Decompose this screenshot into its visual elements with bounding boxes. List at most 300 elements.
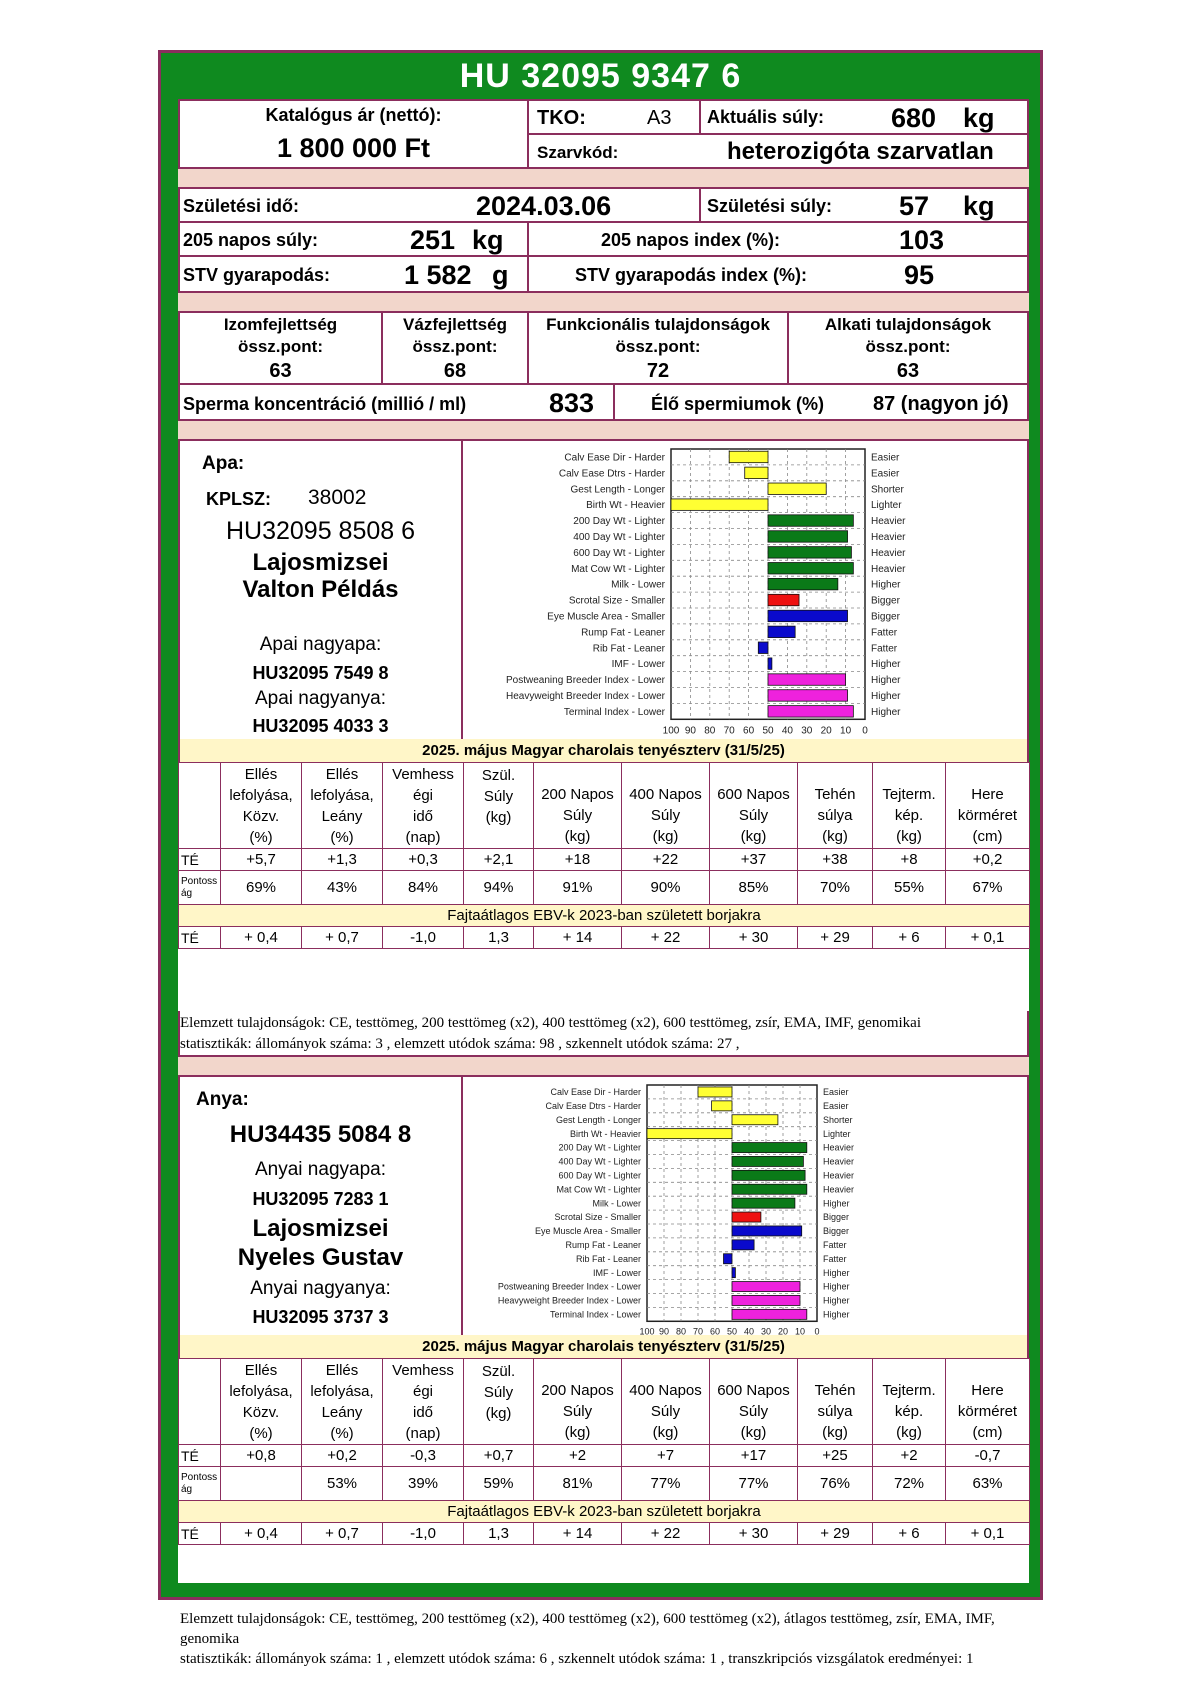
column-header <box>622 1359 710 1445</box>
stv-label: STV gyarapodás: <box>183 265 331 285</box>
column-header-line: (%) <box>249 1424 273 1442</box>
percentile-bar <box>671 499 768 510</box>
percentile-bar <box>768 706 853 717</box>
accuracy-value: 59% <box>464 1467 534 1501</box>
percentile-bar <box>768 658 772 669</box>
column-header-line: 200 Napos <box>541 1381 614 1399</box>
column-header-line: Súly <box>738 1402 769 1420</box>
direction-label: Fatter <box>823 1240 847 1250</box>
sire-title: Apa: <box>202 453 245 474</box>
column-header <box>383 763 464 849</box>
w205-box <box>178 221 529 257</box>
tick-label: 60 <box>743 725 755 737</box>
accuracy-value: 94% <box>464 871 534 905</box>
sire-name-line2: Valton Példás <box>242 576 399 603</box>
tick-label: 50 <box>762 725 774 737</box>
column-header <box>873 763 946 849</box>
te-value: +18 <box>534 849 622 871</box>
column-header-line <box>873 1361 945 1380</box>
column-header-line: lefolyása, <box>310 1382 374 1400</box>
column-header-line: Leány <box>321 1403 363 1421</box>
accuracy-label <box>179 1467 221 1501</box>
percentile-bar <box>732 1115 778 1125</box>
column-header-line: körméret <box>957 1402 1018 1420</box>
percentile-bar <box>729 451 768 462</box>
column-header-line: (kg) <box>485 1404 512 1422</box>
accuracy-value: 77% <box>622 1467 710 1501</box>
trait-label: Rump Fat - Leaner <box>565 1240 641 1250</box>
percentile-bar <box>768 531 848 542</box>
header-corner <box>179 1359 221 1445</box>
accuracy-value: 43% <box>302 871 383 905</box>
dam-analyzed-traits-cont: genomika <box>180 1631 240 1647</box>
tick-label: 10 <box>840 725 852 737</box>
dam-plan-title-text: 2025. május Magyar charolais tenyészterv (31/5/25) <box>422 1338 785 1355</box>
column-header <box>873 1359 946 1445</box>
accuracy-value: 55% <box>873 871 946 905</box>
sire-kplsz-label: KPLSZ: <box>206 489 271 509</box>
birth-date-value: 2024.03.06 <box>476 191 612 221</box>
breed-avg-title: Fajtaátlagos EBV-k 2023-ban született borjakra <box>179 1501 1030 1523</box>
percentile-bar <box>732 1240 754 1250</box>
te-value: +1,3 <box>302 849 383 871</box>
w205-value: 251 <box>410 225 456 255</box>
sire-breed-avg-title-row <box>179 905 1030 927</box>
dam-breed-avg-title-row <box>179 1501 1030 1523</box>
trait-label: Gest Length - Longer <box>570 484 665 496</box>
percentile-bar <box>698 1087 732 1097</box>
trait-label: 400 Day Wt - Lighter <box>573 531 665 543</box>
column-header-line: égi <box>412 1382 434 1400</box>
column-header-line: súlya <box>817 1402 853 1420</box>
breed-avg-value: + 22 <box>622 927 710 949</box>
column-header-line: (kg) <box>740 1423 767 1441</box>
accuracy-label-line: Pontoss <box>181 875 218 887</box>
trait-label: Rib Fat - Leaner <box>592 643 665 655</box>
breed-avg-title: Fajtaátlagos EBV-k 2023-ban született borjakra <box>179 905 1030 927</box>
w205-index-box <box>527 221 1029 257</box>
percentile-bar <box>768 547 851 558</box>
column-header-line <box>946 765 1029 784</box>
column-header <box>798 1359 873 1445</box>
current-weight-box <box>699 99 1029 135</box>
column-header <box>302 1359 383 1445</box>
dam-plan-title <box>178 1335 1029 1359</box>
score-label: Izomfejlettség <box>223 315 338 334</box>
column-header-line: (cm) <box>972 1423 1003 1441</box>
direction-label: Easier <box>823 1087 849 1098</box>
column-header-line <box>464 828 533 847</box>
accuracy-label-line: ág <box>181 887 193 899</box>
column-header-line: Here <box>971 1381 1004 1399</box>
direction-label: Fatter <box>871 643 898 655</box>
percentile-bar <box>732 1282 800 1292</box>
percentile-bar <box>732 1198 795 1208</box>
percentile-bar <box>732 1184 807 1194</box>
column-header-line <box>534 1361 621 1380</box>
column-header-line: súlya <box>817 806 853 824</box>
breed-avg-value: + 29 <box>798 1523 873 1545</box>
trait-label: IMF - Lower <box>611 659 665 671</box>
accuracy-value: 76% <box>798 1467 873 1501</box>
percentile-bar <box>758 642 768 653</box>
sperm-concentration-label: Sperma koncentráció (millió / ml) <box>183 394 467 414</box>
score-value: 63 <box>269 360 292 382</box>
w205-index-label: 205 napos index (%): <box>601 230 781 250</box>
column-header-line: 400 Napos <box>629 1381 702 1399</box>
dam-statistics: statisztikák: állományok száma: 1 , elemzett utódok száma: 6 , szkennelt utódok száma: 1 , transzkripciós vizsgálatok eredményei: 1 <box>180 1651 974 1667</box>
column-header-line: (kg) <box>822 827 848 845</box>
column-header-line <box>464 1424 533 1443</box>
column-header-line: kép. <box>894 806 924 824</box>
percentile-bar <box>768 690 848 701</box>
sperm-live-box <box>613 383 1029 421</box>
direction-label: Heavier <box>871 531 906 543</box>
separator <box>178 1055 1029 1077</box>
tick-label: 30 <box>760 1326 772 1335</box>
direction-label: Easier <box>871 468 900 480</box>
column-header <box>710 1359 798 1445</box>
te-value: +5,7 <box>221 849 302 871</box>
column-header-line: Súly <box>562 1402 593 1420</box>
accuracy-value: 67% <box>946 871 1030 905</box>
tick-label: 70 <box>692 1326 704 1335</box>
column-header-line: (cm) <box>972 827 1003 845</box>
stv-index-label: STV gyarapodás index (%): <box>575 265 808 285</box>
score-label: Alkati tulajdonságok <box>824 315 992 334</box>
header-corner <box>179 763 221 849</box>
column-header-line: Ellés <box>325 765 359 783</box>
direction-label: Higher <box>823 1281 850 1292</box>
dam-analysis-text <box>180 1609 1029 1669</box>
tick-label: 70 <box>723 725 735 737</box>
column-header-line: (nap) <box>405 828 441 846</box>
column-header-line: Súly <box>483 1383 514 1401</box>
trait-label: Mat Cow Wt - Lighter <box>556 1184 641 1195</box>
direction-label: Easier <box>823 1101 849 1111</box>
sire-granddam-label: Apai nagyanya: <box>255 688 386 709</box>
stv-index-box <box>527 255 1029 293</box>
dam-ebv-table <box>178 1358 1030 1545</box>
column-header-line: Közv. <box>242 1403 280 1421</box>
w205-label: 205 napos súly: <box>183 230 319 250</box>
sire-kplsz-value: 38002 <box>308 486 367 509</box>
column-header-line: (kg) <box>564 827 591 845</box>
breed-avg-value: + 0,7 <box>302 927 383 949</box>
trait-label: Milk - Lower <box>611 579 665 591</box>
direction-label: Easier <box>871 452 900 464</box>
percentile-bar <box>732 1143 807 1153</box>
percentile-bar <box>732 1212 761 1222</box>
tick-label: 50 <box>726 1326 738 1335</box>
direction-label: Higher <box>871 659 901 671</box>
sire-te-row <box>179 849 1030 871</box>
trait-label: Postweaning Breeder Index - Lower <box>497 1281 641 1292</box>
trait-label: 200 Day Wt - Lighter <box>573 516 665 528</box>
column-header-line: Vemhess <box>392 765 454 783</box>
percentile-bar <box>732 1268 735 1278</box>
sire-id: HU32095 8508 6 <box>225 517 416 545</box>
dam-percentile-chart <box>463 1077 1027 1335</box>
direction-label: Higher <box>823 1295 850 1306</box>
dam-header-row <box>179 1359 1030 1445</box>
birth-weight-box <box>699 187 1029 223</box>
column-header-line: 600 Napos <box>717 785 790 803</box>
column-header-line: Tehén <box>814 1381 856 1399</box>
trait-label: Heavyweight Breeder Index - Lower <box>497 1295 641 1306</box>
column-header-line: (%) <box>249 828 273 846</box>
te-value: +2,1 <box>464 849 534 871</box>
current-weight-value: 680 <box>891 103 937 133</box>
direction-label: Heavier <box>823 1142 855 1153</box>
direction-label: Higher <box>871 579 901 591</box>
score-conformation <box>787 311 1029 385</box>
direction-label: Higher <box>871 706 901 718</box>
sire-granddam-id: HU32095 4033 3 <box>252 716 389 736</box>
stv-box <box>178 255 529 293</box>
catalog-price-box <box>178 99 529 169</box>
birth-date-label: Születési idő: <box>183 196 300 216</box>
sperm-live-value: 87 (nagyon jó) <box>873 393 1009 415</box>
breed-avg-value: + 22 <box>622 1523 710 1545</box>
trait-label: 600 Day Wt - Lighter <box>558 1170 641 1181</box>
percentile-bar <box>768 594 799 605</box>
dam-chart-box <box>461 1075 1029 1337</box>
column-header-line: Súly <box>483 787 514 805</box>
column-header-line: 400 Napos <box>629 785 702 803</box>
score-skeleton <box>381 311 529 385</box>
content-area <box>178 99 1029 1667</box>
trait-label: 200 Day Wt - Lighter <box>558 1142 641 1153</box>
direction-label: Higher <box>823 1309 850 1320</box>
column-header <box>710 763 798 849</box>
te-label: TÉ <box>179 849 221 871</box>
breed-avg-value: 1,3 <box>464 927 534 949</box>
tick-label: 0 <box>814 1326 820 1335</box>
percentile-bar <box>732 1170 805 1180</box>
column-header-line: Ellés <box>244 765 278 783</box>
tick-label: 40 <box>743 1326 755 1335</box>
te-value: -0,3 <box>383 1445 464 1467</box>
trait-label: Calv Ease Dtrs - Harder <box>545 1101 641 1111</box>
breed-avg-value: + 0,1 <box>946 927 1030 949</box>
sire-percentile-chart <box>463 441 1027 739</box>
te-value: +37 <box>710 849 798 871</box>
score-functional <box>527 311 789 385</box>
percentile-bar <box>732 1309 807 1319</box>
dam-pedigree-box <box>178 1075 463 1337</box>
breed-avg-value: + 0,1 <box>946 1523 1030 1545</box>
separator <box>178 419 1029 441</box>
te-value: +0,7 <box>464 1445 534 1467</box>
sperm-concentration-value: 833 <box>549 388 595 418</box>
accuracy-label <box>179 871 221 905</box>
column-header-line: körméret <box>957 806 1018 824</box>
column-header <box>622 763 710 849</box>
trait-label: Heavyweight Breeder Index - Lower <box>506 690 665 702</box>
direction-label: Heavier <box>871 563 906 575</box>
score-value: 63 <box>896 360 920 382</box>
percentile-bar <box>732 1156 803 1166</box>
dam-grandsire-id: HU32095 7283 1 <box>252 1189 389 1209</box>
column-header-line: (kg) <box>822 1423 848 1441</box>
trait-label: Milk - Lower <box>592 1198 641 1209</box>
score-label: Funkcionális tulajdonságok <box>546 315 770 334</box>
column-header-line: Vemhess <box>392 1361 454 1379</box>
direction-label: Heavier <box>871 547 906 559</box>
w205-unit: kg <box>472 225 504 255</box>
te-value: +22 <box>622 849 710 871</box>
breed-avg-value: -1,0 <box>383 1523 464 1545</box>
direction-label: Bigger <box>871 595 900 607</box>
sire-grandsire-id: HU32095 7549 8 <box>252 663 389 683</box>
sire-name-line1: Lajosmizsei <box>252 549 389 576</box>
column-header-line <box>798 765 872 784</box>
trait-label: Scrotal Size - Smaller <box>554 1212 641 1223</box>
tko-value: A3 <box>647 107 672 129</box>
percentile-bar <box>724 1254 733 1264</box>
column-header-line: lefolyása, <box>229 786 293 804</box>
column-header <box>221 1359 302 1445</box>
trait-label: Gest Length - Longer <box>555 1114 641 1125</box>
column-header-line <box>873 765 945 784</box>
breed-avg-value: 1,3 <box>464 1523 534 1545</box>
column-header-line: idő <box>412 1403 434 1421</box>
catalog-price-label: Katalógus ár (nettó): <box>265 105 442 125</box>
direction-label: Higher <box>823 1267 850 1278</box>
direction-label: Bigger <box>823 1226 850 1237</box>
direction-label: Lighter <box>823 1128 851 1139</box>
tick-label: 20 <box>777 1326 789 1335</box>
tko-label: TKO: <box>537 107 586 129</box>
column-header-line: (kg) <box>485 808 512 826</box>
breed-avg-value: + 0,4 <box>221 1523 302 1545</box>
score-muscle <box>178 311 383 385</box>
column-header <box>534 1359 622 1445</box>
percentile-bar <box>768 578 838 589</box>
column-header <box>534 763 622 849</box>
tick-label: 60 <box>709 1326 721 1335</box>
trait-label: Eye Muscle Area - Smaller <box>547 611 665 623</box>
accuracy-value: 77% <box>710 1467 798 1501</box>
percentile-bar <box>768 674 846 685</box>
column-header-line: Szül. <box>481 1362 516 1380</box>
trait-label: Calv Ease Dtrs - Harder <box>558 468 665 480</box>
breed-avg-value: + 0,7 <box>302 1523 383 1545</box>
score-label: össz.pont: <box>412 337 498 356</box>
direction-label: Fatter <box>823 1253 847 1264</box>
trait-label: Birth Wt - Heavier <box>569 1128 641 1139</box>
column-header-line: (kg) <box>896 827 922 845</box>
te-label: TÉ <box>179 1445 221 1467</box>
separator <box>178 291 1029 313</box>
trait-label: Birth Wt - Heavier <box>586 500 665 512</box>
te-value: +7 <box>622 1445 710 1467</box>
accuracy-value: 81% <box>534 1467 622 1501</box>
te-value: +0,2 <box>302 1445 383 1467</box>
trait-label: IMF - Lower <box>592 1267 641 1278</box>
birth-weight-value: 57 <box>899 191 930 221</box>
column-header-line: (%) <box>330 1424 354 1442</box>
column-header-line: Ellés <box>325 1361 359 1379</box>
trait-label: Postweaning Breeder Index - Lower <box>506 675 665 687</box>
horn-code-value: heterozigóta szarvatlan <box>727 138 994 165</box>
te-value: +0,2 <box>946 849 1030 871</box>
breed-avg-value: + 30 <box>710 1523 798 1545</box>
column-header-line: lefolyása, <box>229 1382 293 1400</box>
direction-label: Bigger <box>823 1212 850 1223</box>
breed-avg-value: + 6 <box>873 927 946 949</box>
percentile-bar <box>732 1295 800 1305</box>
dam-breed-avg-row <box>179 1523 1030 1545</box>
breed-avg-value: -1,0 <box>383 927 464 949</box>
breed-avg-value: + 14 <box>534 927 622 949</box>
sire-accuracy-row <box>179 871 1030 905</box>
tick-label: 100 <box>662 725 680 737</box>
column-header-line <box>622 765 709 784</box>
accuracy-value: 39% <box>383 1467 464 1501</box>
percentile-bar <box>768 515 853 526</box>
column-header-line: (kg) <box>564 1423 591 1441</box>
breed-avg-value: + 6 <box>873 1523 946 1545</box>
stv-index-value: 95 <box>904 260 935 290</box>
column-header-line: (%) <box>330 828 354 846</box>
column-header <box>464 1359 534 1445</box>
column-header-line: (kg) <box>740 827 767 845</box>
column-header <box>221 763 302 849</box>
breed-avg-value: + 30 <box>710 927 798 949</box>
direction-label: Lighter <box>871 500 902 512</box>
horn-code-box <box>527 133 1029 169</box>
column-header-line: Here <box>971 785 1004 803</box>
te-value: +8 <box>873 849 946 871</box>
tick-label: 0 <box>862 725 868 737</box>
trait-label: 400 Day Wt - Lighter <box>558 1156 641 1167</box>
birth-weight-label: Születési súly: <box>707 196 833 216</box>
sire-plan-title <box>178 739 1029 763</box>
trait-label: Terminal Index - Lower <box>549 1309 641 1320</box>
accuracy-value: 72% <box>873 1467 946 1501</box>
score-label: össz.pont: <box>238 337 323 356</box>
accuracy-value: 84% <box>383 871 464 905</box>
column-header-line: Közv. <box>242 807 280 825</box>
column-header-line: Súly <box>650 806 681 824</box>
score-value: 72 <box>646 360 670 382</box>
stv-value: 1 582 <box>404 260 472 290</box>
te-value: +2 <box>534 1445 622 1467</box>
sire-breed-avg-row <box>179 927 1030 949</box>
trait-label: Rump Fat - Leaner <box>581 627 665 639</box>
current-weight-label: Aktuális súly: <box>707 107 825 127</box>
sire-grandsire-label: Apai nagyapa: <box>259 634 382 655</box>
percentile-bar <box>768 483 826 494</box>
accuracy-value: 90% <box>622 871 710 905</box>
accuracy-value: 70% <box>798 871 873 905</box>
trait-label: Terminal Index - Lower <box>563 706 665 718</box>
sire-header-row <box>179 763 1030 849</box>
dam-analyzed-traits: Elemzett tulajdonságok: CE, testtömeg, 200 testtömeg (x2), 400 testtömeg (x2), 600 testtömeg (x2), átlagos testtömeg, zsír, EMA, IMF, <box>180 1611 995 1627</box>
score-label: össz.pont: <box>865 337 951 356</box>
percentile-bar <box>647 1129 732 1139</box>
column-header-line: Súly <box>738 806 769 824</box>
column-header-line <box>710 1361 797 1380</box>
direction-label: Shorter <box>871 484 904 496</box>
accuracy-value: 85% <box>710 871 798 905</box>
column-header-line <box>946 1361 1029 1380</box>
column-header-line: 600 Napos <box>717 1381 790 1399</box>
sire-ebv-table <box>178 762 1030 949</box>
accuracy-value: 63% <box>946 1467 1030 1501</box>
